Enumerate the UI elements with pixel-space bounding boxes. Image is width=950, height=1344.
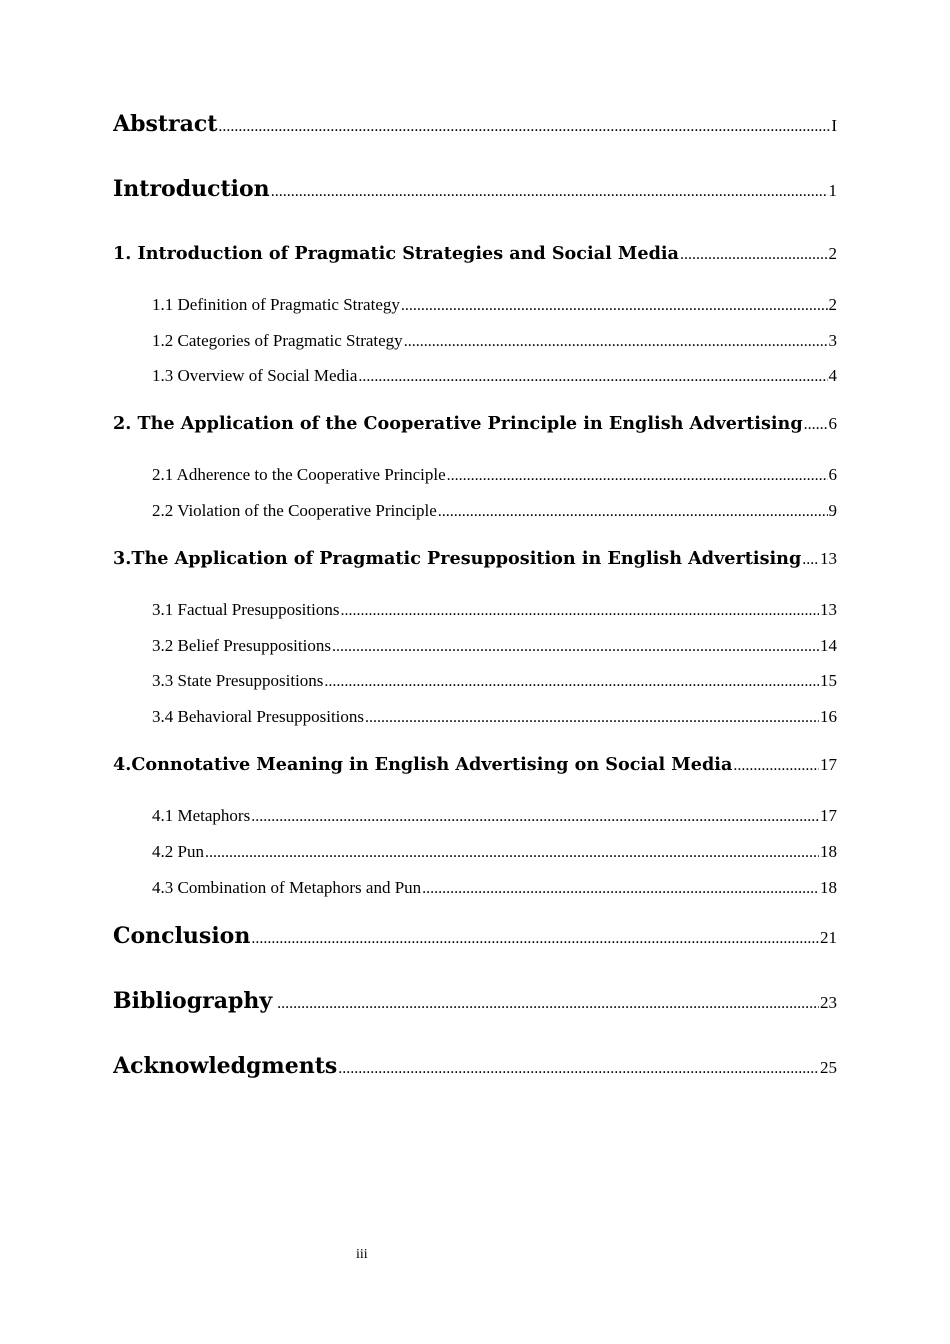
toc-entry-section-4-3[interactable]	[152, 878, 837, 898]
toc-entry-section-1-2[interactable]	[152, 331, 837, 351]
dot-leader	[365, 709, 819, 727]
toc-entry-title: 3.1 Factual Presuppositions	[152, 600, 340, 619]
toc-page-number: I	[831, 116, 837, 135]
dot-leader	[332, 638, 819, 656]
toc-entry-chapter-4[interactable]	[113, 754, 837, 775]
toc-entry-title: Acknowledgments	[113, 1053, 338, 1079]
dot-leader	[218, 118, 830, 136]
toc-entry-section-3-3[interactable]	[152, 671, 837, 691]
toc-entry-title: 2.1 Adherence to the Cooperative Principle	[152, 465, 446, 484]
dot-leader	[358, 368, 827, 386]
toc-page-number: 6	[828, 465, 837, 484]
toc-entry-introduction[interactable]	[113, 176, 837, 202]
dot-leader	[271, 183, 828, 201]
toc-page-number: 9	[828, 501, 837, 520]
toc-entry-section-2-1[interactable]	[152, 465, 837, 485]
toc-page-number: 2	[828, 244, 837, 263]
toc-entry-title: 1.1 Definition of Pragmatic Strategy	[152, 295, 400, 314]
dot-leader	[733, 757, 819, 775]
dot-leader	[438, 503, 828, 521]
dot-leader	[338, 1060, 819, 1078]
toc-entry-title: Introduction	[113, 176, 270, 202]
dot-leader	[205, 844, 819, 862]
dot-leader	[340, 602, 819, 620]
toc-entry-title: 2. The Application of the Cooperative Principle in English Advertising	[113, 413, 803, 434]
toc-entry-title: Abstract	[113, 111, 218, 137]
toc-entry-section-3-4[interactable]	[152, 707, 837, 727]
toc-entry-bibliography[interactable]	[113, 988, 837, 1014]
dot-leader	[401, 297, 828, 315]
toc-entry-title: 2.2 Violation of the Cooperative Principle	[152, 501, 437, 520]
toc-entry-section-4-2[interactable]	[152, 842, 837, 862]
toc-entry-abstract[interactable]	[113, 111, 837, 137]
toc-entry-title: 4.Connotative Meaning in English Advertising on Social Media	[113, 754, 733, 775]
toc-entry-title: 3.The Application of Pragmatic Presupposition in English Advertising	[113, 548, 802, 569]
toc-page-number: 14	[820, 636, 837, 655]
toc-entry-title: 3.3 State Presuppositions	[152, 671, 324, 690]
toc-entry-title: 4.1 Metaphors	[152, 806, 251, 825]
toc-page-number: 4	[828, 366, 837, 385]
toc-page-number: 25	[820, 1058, 837, 1077]
toc-entry-title: 1.2 Categories of Pragmatic Strategy	[152, 331, 403, 350]
toc-page-number: 15	[820, 671, 837, 690]
dot-leader	[251, 808, 819, 826]
toc-entry-section-1-1[interactable]	[152, 295, 837, 315]
toc-page-number: 17	[820, 755, 837, 774]
toc-page-number: 18	[820, 878, 837, 897]
dot-leader	[404, 333, 828, 351]
dot-leader	[447, 467, 828, 485]
toc-entry-title: 3.2 Belief Presuppositions	[152, 636, 331, 655]
toc-page-number: 2	[828, 295, 837, 314]
toc-entry-chapter-2[interactable]	[113, 413, 837, 434]
toc-entry-section-1-3[interactable]	[152, 366, 837, 386]
toc-entry-title: 4.3 Combination of Metaphors and Pun	[152, 878, 422, 897]
dot-leader	[680, 246, 828, 264]
toc-page-number: 16	[820, 707, 837, 726]
dot-leader	[251, 930, 819, 948]
toc-entry-title: 1.3 Overview of Social Media	[152, 366, 358, 385]
dot-leader	[277, 995, 819, 1013]
toc-page-number: 18	[820, 842, 837, 861]
toc-entry-chapter-1[interactable]	[113, 243, 837, 264]
toc-entry-title: Bibliography	[113, 988, 273, 1014]
toc-page-number: 1	[828, 181, 837, 200]
dot-leader	[804, 416, 828, 434]
toc-page-number: 6	[828, 414, 837, 433]
toc-entry-acknowledgments[interactable]	[113, 1053, 837, 1079]
toc-entry-title: 1. Introduction of Pragmatic Strategies and Social Media	[113, 243, 679, 264]
toc-entry-chapter-3[interactable]	[113, 548, 837, 569]
toc-entry-section-4-1[interactable]	[152, 806, 837, 826]
footer-page-number: iii	[356, 1247, 368, 1262]
toc-entry-section-3-1[interactable]	[152, 600, 837, 620]
toc-page-number: 23	[820, 993, 837, 1012]
toc-entry-section-3-2[interactable]	[152, 636, 837, 656]
dot-leader	[324, 673, 819, 691]
toc-page-number: 13	[820, 549, 837, 568]
toc-entry-title: Conclusion	[113, 923, 251, 949]
toc-page-number: 13	[820, 600, 837, 619]
dot-leader	[422, 880, 819, 898]
toc-entry-section-2-2[interactable]	[152, 501, 837, 521]
dot-leader	[802, 551, 819, 569]
toc-page-number: 17	[820, 806, 837, 825]
toc-entry-conclusion[interactable]	[113, 923, 837, 949]
toc-page-number: 21	[820, 928, 837, 947]
toc-entry-title: 4.2 Pun	[152, 842, 204, 861]
toc-page-number: 3	[828, 331, 837, 350]
toc-entry-title: 3.4 Behavioral Presuppositions	[152, 707, 365, 726]
